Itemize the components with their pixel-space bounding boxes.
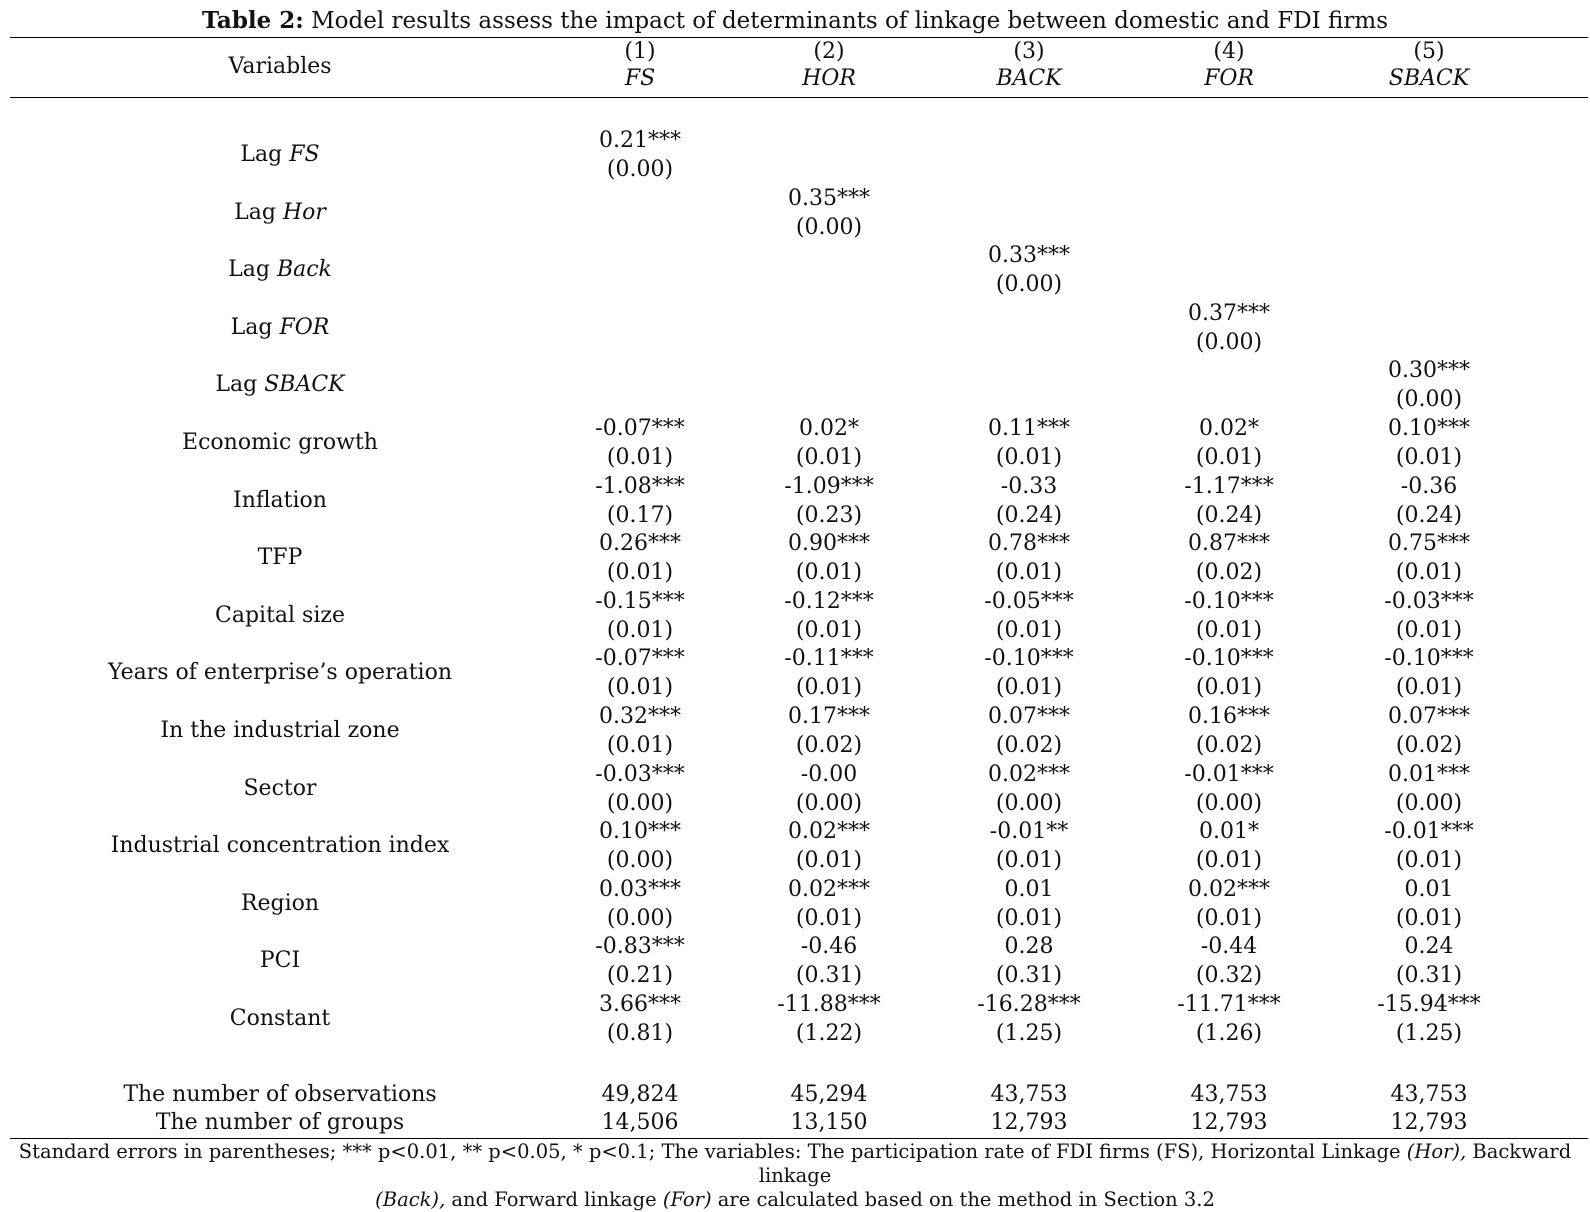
footnote-for: (For) <box>662 1188 712 1211</box>
coefficient: -0.01** <box>989 819 1069 845</box>
coefficient: -0.03*** <box>1384 588 1474 614</box>
coef-cell <box>1329 702 1529 760</box>
footnote-text-3: and Forward linkage <box>445 1188 663 1211</box>
row-label-text: Sector <box>243 775 317 801</box>
coef-cell <box>540 875 740 933</box>
coefficient: 0.78*** <box>988 531 1070 557</box>
column-dependent-var: BACK <box>996 66 1062 91</box>
row-label <box>100 1004 460 1034</box>
std-error: (1.25) <box>1395 1021 1463 1046</box>
std-error: (0.01) <box>1395 905 1463 931</box>
coef-cell <box>540 990 740 1048</box>
coefficient: 0.10*** <box>1388 416 1470 441</box>
row-label-text: Lag <box>230 314 280 340</box>
coef-cell <box>1329 760 1529 818</box>
coefficient: -0.10*** <box>1384 646 1474 672</box>
coefficient: -0.03*** <box>595 761 685 787</box>
column-number: (3) <box>1013 39 1045 64</box>
coef-cell <box>1129 587 1329 645</box>
coefficient: 3.66*** <box>599 992 681 1017</box>
row-label-text: PCI <box>259 948 301 974</box>
row-label <box>100 831 460 861</box>
coefficient: 0.01*** <box>1388 761 1470 787</box>
coef-cell <box>929 414 1129 472</box>
coefficient: 0.03*** <box>599 876 681 902</box>
coefficient: -15.94*** <box>1377 992 1481 1017</box>
std-error: (0.01) <box>1195 617 1263 643</box>
coef-cell <box>1129 875 1329 933</box>
coef-cell <box>540 126 740 184</box>
stat-value: 12,793 <box>1390 1110 1468 1135</box>
coef-cell <box>1129 644 1329 702</box>
row-label-text: Lag <box>234 199 283 225</box>
coefficient: -0.36 <box>1400 473 1458 499</box>
coefficient: -0.10*** <box>1184 588 1274 614</box>
std-error: (0.01) <box>1195 848 1263 874</box>
coef-cell <box>929 587 1129 645</box>
coef-cell <box>1329 932 1529 990</box>
footnote-back: (Back), <box>375 1188 446 1211</box>
coefficient: 0.33*** <box>988 243 1070 269</box>
coef-cell <box>729 472 929 530</box>
coefficient: 0.02* <box>1199 416 1259 441</box>
coef-cell <box>929 817 1129 875</box>
stat-value: 12,793 <box>1190 1110 1268 1135</box>
coef-cell <box>1329 414 1529 472</box>
column-number: (5) <box>1413 39 1445 64</box>
std-error: (0.02) <box>1395 733 1463 758</box>
std-error: (1.25) <box>995 1021 1063 1046</box>
coef-cell <box>1329 875 1529 933</box>
coef-cell <box>1329 990 1529 1048</box>
row-label-text: TFP <box>257 545 303 571</box>
coef-cell <box>540 414 740 472</box>
std-error: (0.00) <box>995 790 1063 816</box>
coefficient: 0.10*** <box>599 819 681 845</box>
coefficient: 0.02* <box>799 416 859 441</box>
coef-cell <box>729 184 929 242</box>
row-label <box>100 370 460 400</box>
coef-cell <box>729 644 929 702</box>
coef-cell <box>1129 299 1329 357</box>
row-label-text: Inflation <box>233 487 327 513</box>
coefficient: -0.00 <box>800 761 858 787</box>
coef-cell <box>1129 932 1329 990</box>
std-error: (0.31) <box>1395 963 1463 989</box>
coefficient: 0.30*** <box>1388 358 1470 384</box>
coefficient: -0.10*** <box>1184 646 1274 672</box>
std-error: (0.01) <box>995 445 1063 470</box>
stat-value: 43,753 <box>1190 1082 1268 1107</box>
coefficient: -1.17*** <box>1184 473 1274 499</box>
coef-cell <box>540 932 740 990</box>
std-error: (0.01) <box>1395 617 1463 643</box>
column-number: (1) <box>624 39 656 64</box>
coef-cell <box>929 990 1129 1048</box>
coefficient: -11.71*** <box>1177 992 1281 1017</box>
column-number: (4) <box>1213 39 1245 64</box>
column-dependent-var: HOR <box>802 66 856 91</box>
coefficient: -0.07*** <box>595 646 685 672</box>
coef-cell <box>729 529 929 587</box>
coef-cell <box>1129 990 1329 1048</box>
coefficient: 0.02*** <box>1188 876 1270 902</box>
coefficient: -1.08*** <box>595 473 685 499</box>
std-error: (0.00) <box>795 214 863 240</box>
std-error: (0.00) <box>1395 387 1463 413</box>
std-error: (0.00) <box>1395 790 1463 816</box>
table-title <box>0 6 1590 36</box>
coef-cell <box>540 817 740 875</box>
std-error: (0.00) <box>606 790 674 816</box>
row-label <box>100 140 460 170</box>
footnote <box>0 1140 1590 1212</box>
row-label-italic: SBACK <box>264 372 345 398</box>
row-label-text: Constant <box>229 1006 331 1031</box>
stat-value: 13,150 <box>790 1110 868 1135</box>
row-label <box>100 946 460 976</box>
coef-cell <box>540 644 740 702</box>
std-error: (0.01) <box>795 848 863 874</box>
std-error: (0.02) <box>1195 560 1263 586</box>
std-error: (0.00) <box>1195 329 1263 355</box>
coef-cell <box>929 702 1129 760</box>
std-error: (0.01) <box>1395 675 1463 701</box>
coefficient: 0.75*** <box>1388 531 1470 557</box>
coefficient: 0.28 <box>1004 934 1054 960</box>
std-error: (0.01) <box>795 675 863 701</box>
std-error: (0.01) <box>1195 905 1263 931</box>
coef-cell <box>729 587 929 645</box>
coef-cell <box>729 414 929 472</box>
coef-cell <box>1329 529 1529 587</box>
coefficient: 0.21*** <box>599 128 681 153</box>
std-error: (0.21) <box>606 963 674 989</box>
coef-cell <box>1129 817 1329 875</box>
coefficient: -1.09*** <box>784 473 874 499</box>
std-error: (0.01) <box>995 675 1063 701</box>
coefficient: 0.24 <box>1404 934 1454 960</box>
std-error: (0.00) <box>795 790 863 816</box>
row-label <box>100 255 460 285</box>
stat-value: 12,793 <box>990 1110 1068 1135</box>
coef-cell <box>929 644 1129 702</box>
std-error: (1.26) <box>1195 1021 1263 1046</box>
coefficient: -0.15*** <box>595 588 685 614</box>
footnote-hor: (Hor), <box>1406 1140 1467 1163</box>
table-title-label: Table 2: <box>202 7 304 34</box>
std-error: (0.32) <box>1195 963 1263 989</box>
coef-cell <box>1129 529 1329 587</box>
coefficient: 0.90*** <box>788 531 870 557</box>
row-label-italic: FS <box>289 142 320 167</box>
coefficient: -0.12*** <box>784 588 874 614</box>
row-label-text: Industrial concentration index <box>110 833 450 859</box>
header-rule <box>10 97 1588 98</box>
coef-cell <box>729 702 929 760</box>
coef-cell <box>729 760 929 818</box>
coefficient: -0.01*** <box>1384 819 1474 845</box>
bottom-rule <box>10 1138 1588 1139</box>
coef-cell <box>1129 760 1329 818</box>
std-error: (0.01) <box>795 560 863 586</box>
coef-cell <box>1329 356 1529 414</box>
row-label-text: Region <box>240 890 320 916</box>
row-label-text: Lag <box>240 142 290 167</box>
std-error: (0.00) <box>995 272 1063 298</box>
coefficient: 0.02*** <box>788 819 870 845</box>
column-header <box>929 38 1129 92</box>
coefficient: 0.26*** <box>599 531 681 557</box>
coef-cell <box>929 529 1129 587</box>
coef-cell <box>729 990 929 1048</box>
coef-cell <box>540 702 740 760</box>
coefficient: -0.33 <box>1000 473 1058 499</box>
std-error: (0.02) <box>1195 733 1263 758</box>
coefficient: 0.16*** <box>1188 704 1270 729</box>
coefficient: 0.01* <box>1199 819 1259 845</box>
coefficient: -11.88*** <box>777 992 881 1017</box>
std-error: (0.01) <box>995 848 1063 874</box>
row-label <box>100 543 460 573</box>
coef-cell <box>1129 702 1329 760</box>
footnote-text-1: Standard errors in parentheses; *** p<0.01, ** p<0.05, * p<0.1; The variables: The participation rate of FDI firms (FS), Horizontal Linkage <box>18 1140 1407 1163</box>
stat-value: 14,506 <box>601 1110 679 1135</box>
row-label <box>100 313 460 343</box>
row-label-text: Capital size <box>215 602 345 628</box>
coef-cell <box>540 472 740 530</box>
std-error: (0.01) <box>606 733 674 758</box>
std-error: (0.24) <box>1195 502 1263 528</box>
std-error: (0.02) <box>795 733 863 758</box>
coefficient: 0.02*** <box>988 761 1070 787</box>
row-label-text: Lag <box>215 372 265 398</box>
table-title-text: Model results assess the impact of determinants of linkage between domestic and FDI firms <box>303 8 1388 34</box>
std-error: (0.31) <box>995 963 1063 989</box>
coef-cell <box>540 529 740 587</box>
std-error: (0.01) <box>795 445 863 470</box>
coef-cell <box>929 875 1129 933</box>
coefficient: -0.01*** <box>1184 761 1274 787</box>
coefficient: -0.11*** <box>784 646 874 672</box>
coefficient: -0.44 <box>1200 934 1258 960</box>
coefficient: 0.17*** <box>788 704 870 729</box>
column-dependent-var: FOR <box>1204 66 1254 91</box>
coefficient: 0.11*** <box>988 416 1070 441</box>
coefficient: 0.07*** <box>1388 704 1470 729</box>
coef-cell <box>929 472 1129 530</box>
coef-cell <box>929 760 1129 818</box>
std-error: (0.31) <box>795 963 863 989</box>
row-label-italic: Back <box>276 257 332 283</box>
std-error: (0.24) <box>1395 502 1463 528</box>
std-error: (0.01) <box>995 617 1063 643</box>
coefficient: 0.37*** <box>1188 300 1270 326</box>
column-number: (2) <box>813 39 845 64</box>
std-error: (0.00) <box>606 848 674 874</box>
std-error: (0.01) <box>606 675 674 701</box>
row-label <box>100 774 460 804</box>
coefficient: -0.46 <box>800 934 858 960</box>
std-error: (0.01) <box>795 905 863 931</box>
std-error: (1.22) <box>795 1021 863 1046</box>
row-label-text: Lag <box>228 257 277 283</box>
coefficient: 0.07*** <box>988 704 1070 729</box>
coef-cell <box>540 587 740 645</box>
coef-cell <box>929 932 1129 990</box>
std-error: (0.00) <box>606 905 674 931</box>
std-error: (0.02) <box>995 733 1063 758</box>
column-dependent-var: FS <box>624 66 656 91</box>
row-label-text: Years of enterprise’s operation <box>108 660 452 686</box>
coefficient: 0.35*** <box>788 185 870 211</box>
std-error: (0.81) <box>606 1021 674 1046</box>
std-error: (0.01) <box>1195 675 1263 701</box>
coefficient: -0.83*** <box>595 934 685 960</box>
row-label <box>100 889 460 919</box>
std-error: (0.01) <box>1395 848 1463 874</box>
std-error: (0.01) <box>606 617 674 643</box>
row-label <box>100 716 460 746</box>
stat-value: 49,824 <box>601 1082 679 1107</box>
row-label <box>100 658 460 688</box>
stat-label: The number of observations <box>123 1082 437 1107</box>
std-error: (0.01) <box>795 617 863 643</box>
coef-cell <box>1129 472 1329 530</box>
row-label-text: Economic growth <box>182 430 378 455</box>
stat-value: 43,753 <box>990 1082 1068 1107</box>
std-error: (0.01) <box>995 560 1063 586</box>
coef-cell <box>1329 644 1529 702</box>
stat-value: 45,294 <box>790 1082 868 1107</box>
coef-cell <box>540 760 740 818</box>
coefficient: 0.01 <box>1404 876 1454 902</box>
coef-cell <box>729 875 929 933</box>
std-error: (0.24) <box>995 502 1063 528</box>
coef-cell <box>729 932 929 990</box>
coefficient: -0.10*** <box>984 646 1074 672</box>
row-label-italic: Hor <box>282 199 326 225</box>
row-label <box>100 486 460 516</box>
coefficient: 0.32*** <box>599 704 681 729</box>
variables-header: Variables <box>228 54 332 79</box>
footnote-text-2: Backward linkage <box>758 1140 1572 1187</box>
std-error: (0.23) <box>795 502 863 528</box>
coefficient: -16.28*** <box>977 992 1081 1017</box>
row-label <box>100 198 460 228</box>
footnote-text-4: are calculated based on the method in Section 3.2 <box>711 1188 1215 1211</box>
coef-cell <box>1329 817 1529 875</box>
column-header <box>729 38 929 92</box>
row-label-text: In the industrial zone <box>160 718 400 743</box>
coef-cell <box>729 817 929 875</box>
coefficient: -0.05*** <box>984 588 1074 614</box>
coefficient: 0.87*** <box>1188 531 1270 557</box>
std-error: (0.01) <box>1195 445 1263 470</box>
coefficient: -0.07*** <box>595 416 685 441</box>
std-error: (0.01) <box>1395 445 1463 470</box>
std-error: (0.01) <box>1395 560 1463 586</box>
coefficient: 0.01 <box>1004 876 1054 902</box>
std-error: (0.00) <box>606 157 674 182</box>
coef-cell <box>1329 472 1529 530</box>
coef-cell <box>929 241 1129 299</box>
stat-label: The number of groups <box>155 1110 405 1135</box>
column-header <box>540 38 740 92</box>
coefficient: 0.02*** <box>788 876 870 902</box>
row-label-italic: FOR <box>279 314 330 340</box>
std-error: (0.17) <box>606 502 674 528</box>
row-label <box>100 428 460 458</box>
column-header <box>1129 38 1329 92</box>
std-error: (0.01) <box>606 445 674 470</box>
std-error: (0.01) <box>995 905 1063 931</box>
std-error: (0.00) <box>1195 790 1263 816</box>
column-dependent-var: SBACK <box>1388 66 1470 91</box>
std-error: (0.01) <box>606 560 674 586</box>
stat-value: 43,753 <box>1390 1082 1468 1107</box>
coef-cell <box>1129 414 1329 472</box>
column-header <box>1329 38 1529 92</box>
coef-cell <box>1329 587 1529 645</box>
row-label <box>100 601 460 631</box>
